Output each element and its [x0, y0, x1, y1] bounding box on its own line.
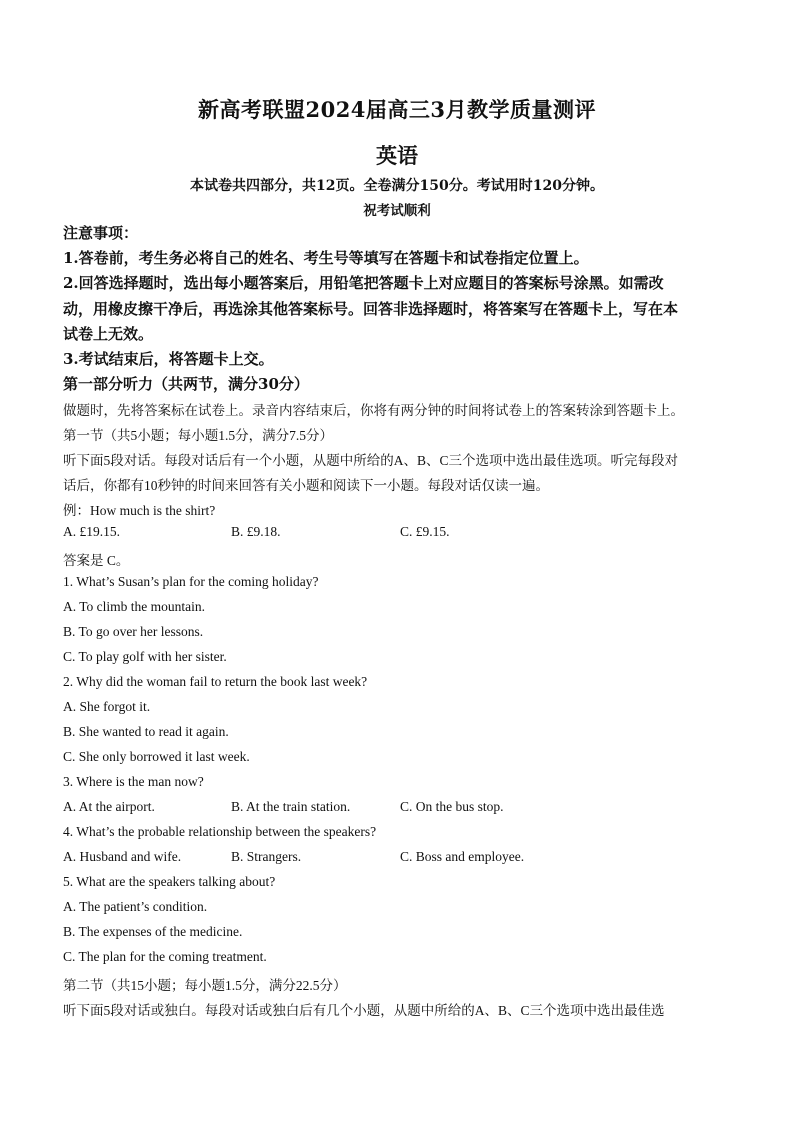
notes-heading: 注意事项：: [63, 224, 139, 242]
note-1: 1.答卷前，考生务必将自己的姓名、考生号等填写在答题卡和试卷指定位置上。: [63, 249, 589, 267]
exam-info: 本试卷共四部分，共12页。全卷满分150分。考试用时120分钟。: [190, 178, 604, 194]
question-4: 4. What’s the probable relationship between the speakers?: [63, 824, 377, 839]
section1-instruction-line-1: 听下面5段对话。每段对话后有一个小题，从题中所给的A、B、C三个选项中选出最佳选项。听完每段对: [63, 453, 679, 468]
note-2-line-2: 动，用橡皮擦干净后，再选涂其他答案标号。回答非选择题时，将答案写在答题卡上，写在本: [63, 300, 679, 318]
section2-heading: 第二节（共15小题；每小题1.5分，满分22.5分）: [63, 978, 347, 993]
q1-option-a: A. To climb the mountain.: [63, 599, 206, 614]
exam-wish: 祝考试顺利: [363, 203, 431, 219]
example-question: 例：How much is the shirt?: [63, 503, 216, 518]
part1-heading: 第一部分听力（共两节，满分30分）: [63, 375, 309, 393]
q4-option-c: C. Boss and employee.: [400, 849, 525, 864]
note-3: 3.考试结束后，将答题卡上交。: [63, 350, 274, 368]
subject-title: 英语: [376, 143, 418, 168]
q1-option-b: B. To go over her lessons.: [63, 624, 204, 639]
q3-option-a: A. At the airport.: [63, 799, 155, 814]
q4-option-a: A. Husband and wife.: [63, 849, 182, 864]
exam-title: 新高考联盟2024届高三3月教学质量测评: [197, 97, 597, 122]
q2-option-c: C. She only borrowed it last week.: [63, 749, 250, 764]
example-option-c: C. £9.15.: [400, 524, 450, 539]
section1-heading: 第一节（共5小题；每小题1.5分，满分7.5分）: [63, 428, 333, 443]
q5-option-c: C. The plan for the coming treatment.: [63, 949, 267, 964]
note-2-line-1: 2.回答选择题时，选出每小题答案后，用铅笔把答题卡上对应题目的答案标号涂黑。如需改: [63, 274, 664, 292]
example-option-a: A. £19.15.: [63, 524, 120, 539]
q1-option-c: C. To play golf with her sister.: [63, 649, 227, 664]
q5-option-a: A. The patient’s condition.: [63, 899, 208, 914]
example-option-b: B. £9.18.: [231, 524, 281, 539]
question-3: 3. Where is the man now?: [63, 774, 204, 789]
q4-option-b: B. Strangers.: [231, 849, 302, 864]
note-2-line-3: 试卷上无效。: [63, 325, 154, 343]
section1-instruction-line-2: 话后，你都有10秒钟的时间来回答有关小题和阅读下一小题。每段对话仅读一遍。: [63, 478, 549, 493]
question-1: 1. What’s Susan’s plan for the coming holiday?: [63, 574, 319, 589]
q3-option-b: B. At the train station.: [231, 799, 351, 814]
q5-option-b: B. The expenses of the medicine.: [63, 924, 243, 939]
q2-option-b: B. She wanted to read it again.: [63, 724, 229, 739]
q2-option-a: A. She forgot it.: [63, 699, 151, 714]
question-2: 2. Why did the woman fail to return the book last week?: [63, 674, 368, 689]
question-5: 5. What are the speakers talking about?: [63, 874, 276, 889]
example-answer: 答案是 C。: [63, 553, 130, 568]
q3-option-c: C. On the bus stop.: [400, 799, 504, 814]
section2-instruction: 听下面5段对话或独白。每段对话或独白后有几个小题，从题中所给的A、B、C三个选项中选出最佳选: [63, 1003, 665, 1018]
part1-intro: 做题时，先将答案标在试卷上。录音内容结束后，你将有两分钟的时间将试卷上的答案转涂到答题卡上。: [63, 403, 684, 418]
